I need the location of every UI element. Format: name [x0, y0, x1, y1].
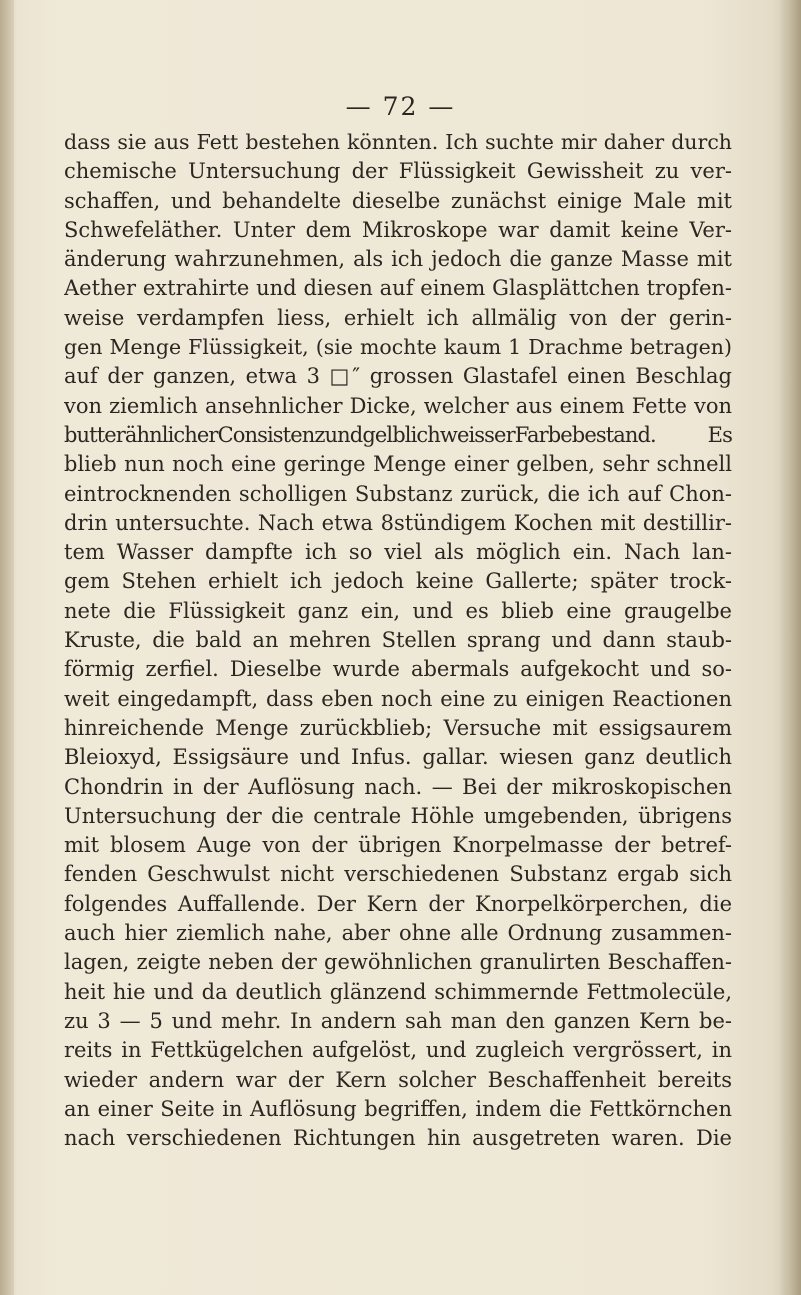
text-line: wieder andern war der Kern solcher Beschaffenheit bereits — [64, 1067, 732, 1092]
text-line: reits in Fettkügelchen aufgelöst, und zugleich vergrössert, in — [64, 1038, 732, 1063]
text-line: änderung wahrzunehmen, als ich jedoch die ganze Masse mit — [64, 247, 732, 272]
text-line: nach verschiedenen Richtungen hin ausgetreten waren. Die — [64, 1126, 732, 1151]
text-line: Aether extrahirte und diesen auf einem Glasplättchen tropfen- — [64, 276, 732, 301]
page-number: — 72 — — [345, 92, 456, 121]
text-line: an einer Seite in Auflösung begriffen, indem die Fettkörnchen — [64, 1096, 732, 1121]
page-left-binding-shadow — [0, 0, 14, 1295]
text-line: tem Wasser dampfte ich so viel als möglich ein. Nach lan- — [64, 540, 732, 565]
text-line: Untersuchung der die centrale Höhle umgebenden, übrigens — [64, 803, 732, 828]
text-line: weise verdampfen liess, erhielt ich allmälig von der gerin- — [64, 305, 732, 330]
text-line: butterähnlicherConsistenzundgelblichweisserFarbebestand. Es — [64, 422, 732, 447]
text-line: eintrocknenden scholligen Substanz zurück, die ich auf Chon- — [64, 481, 732, 506]
text-line: weit eingedampft, dass eben noch eine zu einigen Reactionen — [64, 686, 732, 711]
text-line: lagen, zeigte neben der gewöhnlichen granulirten Beschaffen- — [64, 950, 732, 975]
text-line: Kruste, die bald an mehren Stellen sprang und dann staub- — [64, 628, 732, 653]
text-line: hinreichende Menge zurückblieb; Versuche mit essigsaurem — [64, 715, 732, 740]
text-line: zu 3 — 5 und mehr. In andern sah man den ganzen Kern be- — [64, 1008, 732, 1033]
text-line: heit hie und da deutlich glänzend schimmernde Fettmolecüle, — [64, 979, 732, 1004]
text-line: Bleioxyd, Essigsäure und Infus. gallar. wiesen ganz deutlich — [64, 745, 732, 770]
page-right-edge-shadow — [779, 0, 801, 1295]
text-line: Schwefeläther. Unter dem Mikroskope war damit keine Ver- — [64, 217, 732, 242]
body-text — [64, 128, 732, 1153]
text-line: chemische Untersuchung der Flüssigkeit Gewissheit zu ver- — [64, 159, 732, 184]
text-line: folgendes Auffallende. Der Kern der Knorpelkörperchen, die — [64, 891, 732, 916]
text-line: gen Menge Flüssigkeit, (sie mochte kaum 1 Drachme betragen) — [64, 335, 732, 360]
text-line: nete die Flüssigkeit ganz ein, und es blieb eine graugelbe — [64, 598, 732, 623]
text-line: mit blosem Auge von der übrigen Knorpelmasse der betref- — [64, 833, 732, 858]
text-line: fenden Geschwulst nicht verschiedenen Substanz ergab sich — [64, 862, 732, 887]
text-line: auf der ganzen, etwa 3 □″ grossen Glastafel einen Beschlag — [64, 364, 732, 389]
text-line: schaffen, und behandelte dieselbe zunächst einige Male mit — [64, 188, 732, 213]
text-line: Chondrin in der Auflösung nach. — Bei der mikroskopischen — [64, 774, 732, 799]
text-line: auch hier ziemlich nahe, aber ohne alle Ordnung zusammen- — [64, 921, 732, 946]
text-line: von ziemlich ansehnlicher Dicke, welcher aus einem Fette von — [64, 393, 732, 418]
text-line: förmig zerfiel. Dieselbe wurde abermals aufgekocht und so- — [64, 657, 732, 682]
text-line: blieb nun noch eine geringe Menge einer gelben, sehr schnell — [64, 452, 732, 477]
text-line: dass sie aus Fett bestehen könnten. Ich suchte mir daher durch — [64, 130, 732, 154]
text-line: gem Stehen erhielt ich jedoch keine Gallerte; später trock- — [64, 569, 732, 594]
text-line: drin untersuchte. Nach etwa 8stündigem Kochen mit destillir- — [64, 510, 732, 535]
